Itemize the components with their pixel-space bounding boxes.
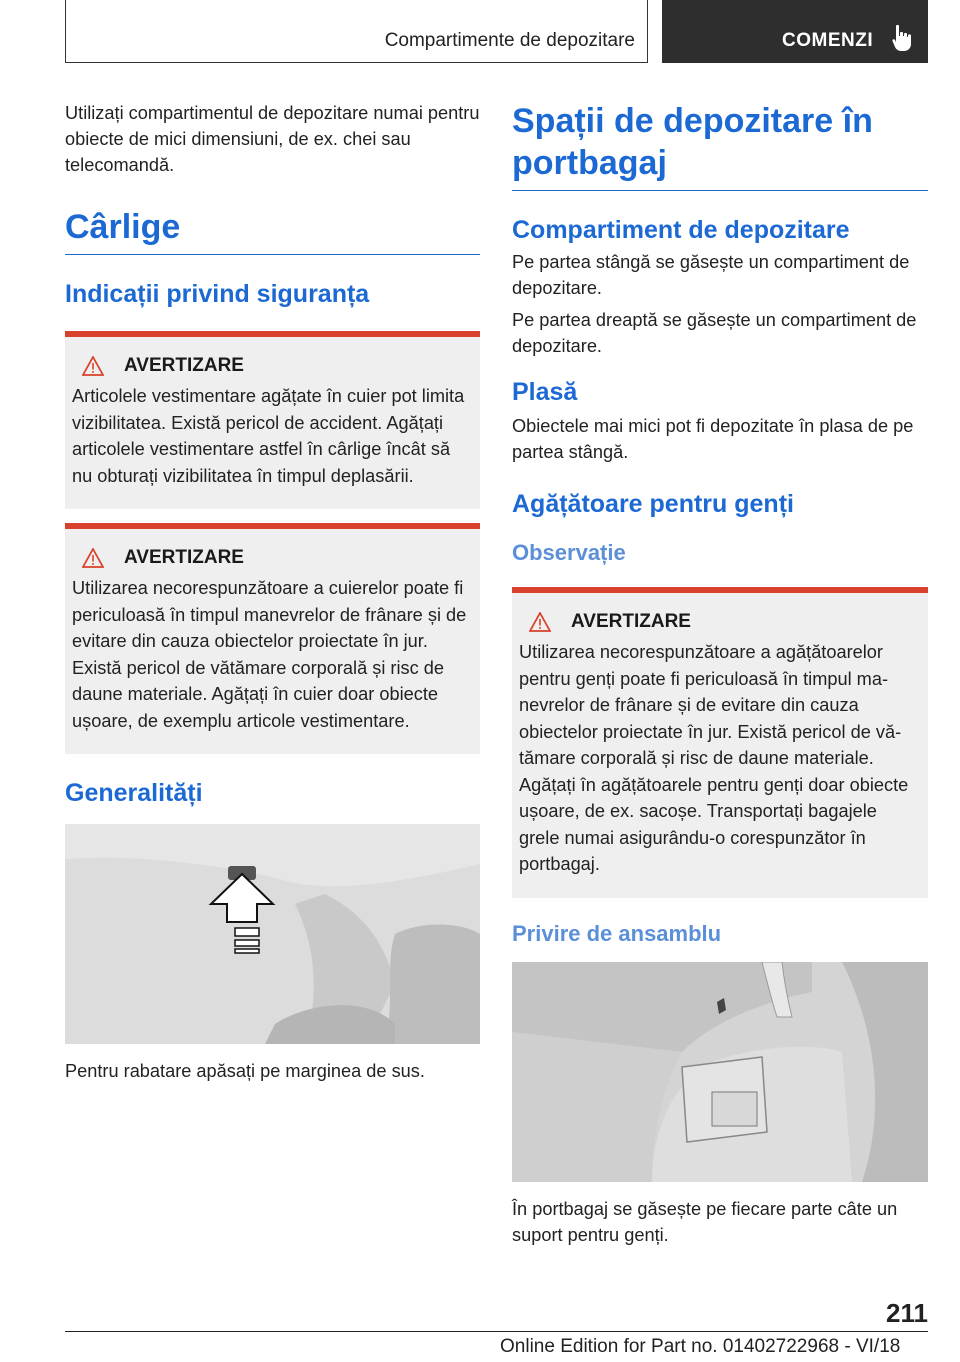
warning-triangle-icon: [529, 612, 551, 632]
hooks-heading: Cârlige: [65, 206, 480, 255]
net-paragraph: Obiectele mai mici pot fi depozitate în plasa de pe partea stângă.: [512, 416, 914, 462]
coat-hook-figure: [65, 824, 480, 1044]
warning-2-title: AVERTIZARE: [124, 547, 244, 568]
warning-box-3: [512, 587, 928, 898]
page-number: 211: [886, 1298, 928, 1328]
coat-hook-caption: Pentru rabatare apăsați pe marginea de sus.: [65, 1061, 425, 1081]
warning-box-1: [65, 331, 480, 509]
net-heading: Plasă: [512, 378, 578, 406]
warning-triangle-icon: [82, 356, 104, 376]
left-column: [65, 100, 480, 1084]
pointing-hand-icon: [892, 24, 914, 57]
safety-heading: Indicații privind siguranța: [65, 280, 370, 308]
header-section-tab: [65, 0, 648, 63]
header-section-label: Compartimente de depozitare: [384, 30, 635, 51]
warning-1-text: Articolele vestimentare agățate în cuier pot limita vizibilitatea. Există pericol de accident. Agățați articolele vestimentare astfel în cârlige încât să nu obturați vizibilitatea în timpul deplasării.: [72, 386, 465, 486]
bag-hooks-heading: Agățătoare pentru genți: [512, 490, 794, 518]
trunk-figure: [512, 962, 928, 1182]
trunk-storage-heading: Spații de depozitare în portbagaj: [512, 100, 928, 191]
trunk-caption: În portbagaj se găsește pe fiecare parte câte un suport pentru genți.: [512, 1198, 898, 1245]
compartment-paragraph-1: Pe partea stângă se găsește un compartiment de depozitare.: [512, 252, 910, 298]
compartment-heading: Compartiment de depozitare: [512, 216, 850, 244]
warning-2-text: Utilizarea necorespunzătoare a cuierelor poate fi periculoasă în timpul manevrelor de frânare și de evitare din cauza obiectelor proiectate în jur. Există pericol de vătămare corporală și risc de daune materiale. Agățați în cuier doar obiecte ușoare, de exemplu articole vestimentare.: [72, 578, 467, 731]
warning-3-text: Utilizarea necorespunzătoare a agățătoarelor pentru genți poate fi periculoasă în timpul manevrelor de frânare și de evitare din cauza obiectelor proiectate în jur. Există pericol de vătămare corporală și risc de daune materiale. Agățați în agățătoarele pentru genți doar obiecte ușoare, de ex. sacoșe. Transportați bagajele grele numai asigurându-o corespunzător în portbagaj.: [519, 642, 909, 874]
warning-triangle-icon: [82, 548, 104, 568]
overview-heading: Privire de ansamblu: [512, 920, 722, 946]
header-chapter-tab: [662, 0, 928, 63]
edition-footer: Online Edition for Part no. 01402722968 - VI/18: [500, 1336, 901, 1357]
compartment-paragraph-2: Pe partea dreaptă se găsește un compartiment de depozitare.: [512, 310, 917, 356]
header-chapter-label: COMENZI: [782, 30, 874, 51]
warning-3-title: AVERTIZARE: [571, 611, 691, 632]
warning-1-title: AVERTIZARE: [124, 355, 244, 376]
intro-paragraph: Utilizați compartimentul de depozitare numai pentru obiecte de mici dimensiuni, de ex. chei sau telecomandă.: [65, 103, 480, 175]
warning-box-2: [65, 523, 480, 754]
right-column: [512, 100, 928, 1248]
note-heading: Observație: [512, 540, 626, 565]
general-heading: Generalități: [65, 779, 203, 807]
footer-divider: [65, 1331, 928, 1332]
